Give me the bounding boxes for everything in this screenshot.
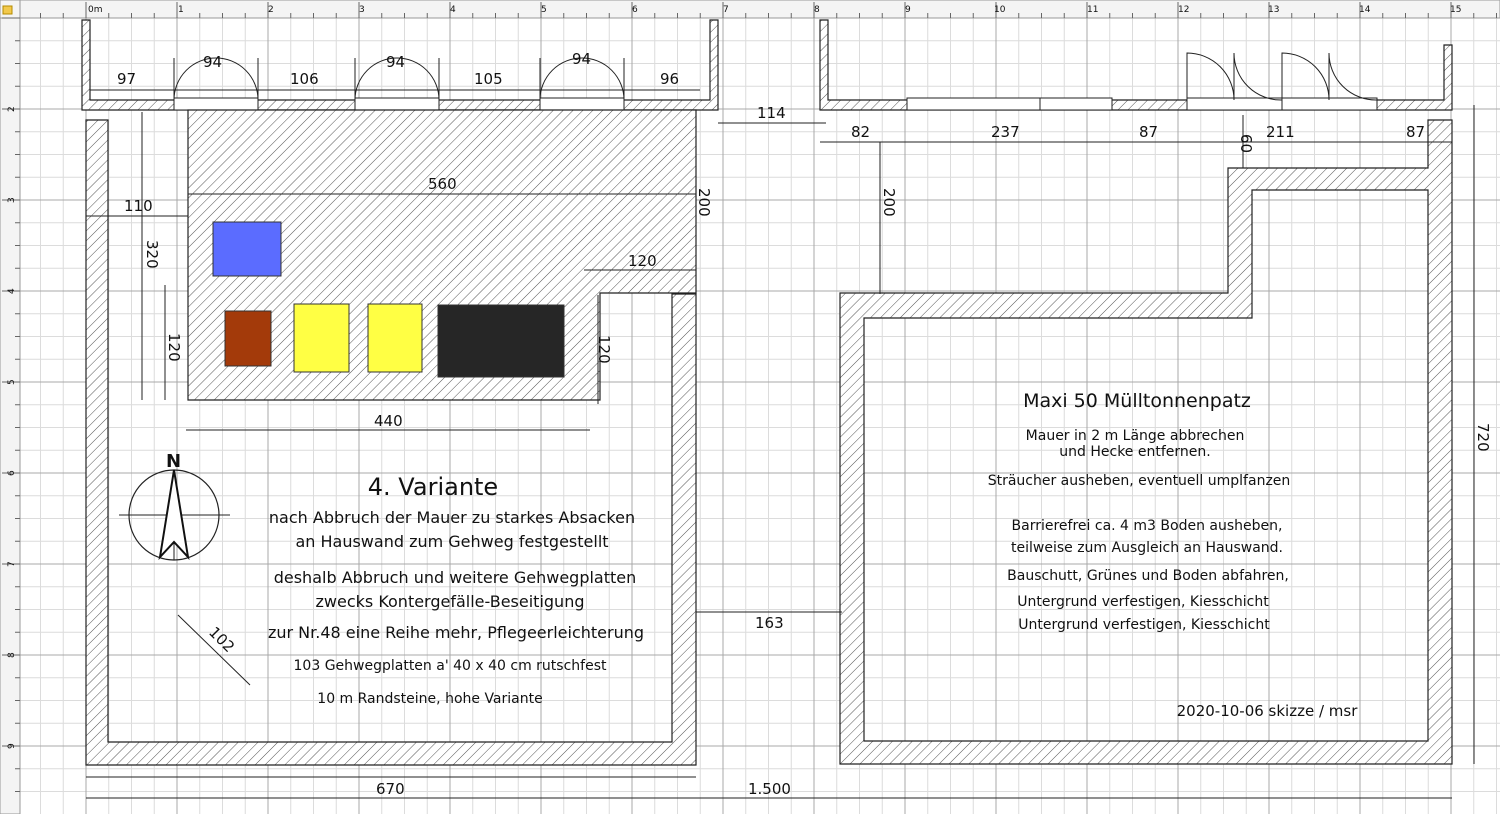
signature-line: 2020-10-06 skizze / msr <box>1176 702 1358 720</box>
ruler-label: 4 <box>7 288 17 294</box>
dim-label: 720 <box>1474 423 1492 452</box>
right-note-line: teilweise zum Ausgleich an Hauswand. <box>1011 540 1283 556</box>
left-note-line: zur Nr.48 eine Reihe mehr, Pflegeerleichterung <box>267 623 645 642</box>
dim-label: 110 <box>124 197 153 215</box>
right-note-line: und Hecke entfernen. <box>1059 444 1211 460</box>
bin-yellow-1[interactable] <box>294 304 349 372</box>
ruler-label: 6 <box>632 5 638 15</box>
window-frame[interactable] <box>540 98 624 110</box>
dim-label: 320 <box>143 240 161 269</box>
ruler-label: 2 <box>268 5 274 15</box>
door-swing <box>1282 53 1377 100</box>
ruler-label: 5 <box>541 5 547 15</box>
right-note-line: Untergrund verfestigen, Kiesschicht <box>1018 617 1270 633</box>
right-notes <box>988 390 1359 720</box>
ruler-label: 3 <box>359 5 365 15</box>
ruler-label: 9 <box>7 743 17 749</box>
left-notes <box>268 473 644 707</box>
left-ruler[interactable] <box>0 0 20 814</box>
compass-north-label: N <box>166 451 182 472</box>
window-frame[interactable] <box>174 98 258 110</box>
dim-label: 94 <box>386 53 406 71</box>
ruler-label: 7 <box>7 561 17 567</box>
dim-label: 163 <box>755 614 784 632</box>
dim-label: 120 <box>165 333 183 362</box>
ruler-label: 3 <box>7 197 17 203</box>
ruler-label: 4 <box>450 5 456 15</box>
bin-brown[interactable] <box>225 311 271 366</box>
left-note-line: 103 Gehwegplatten a' 40 x 40 cm rutschfest <box>293 658 607 674</box>
right-note-line: Bauschutt, Grünes und Boden abfahren, <box>1007 568 1289 584</box>
dim-label: 120 <box>628 252 657 270</box>
bin-black[interactable] <box>438 305 564 377</box>
ruler-label: 15 <box>1450 5 1462 15</box>
dim-label: 96 <box>660 70 680 88</box>
ruler-label: 8 <box>814 5 820 15</box>
dim-label: 200 <box>880 188 898 217</box>
folder-icon[interactable] <box>3 6 12 14</box>
right-note-line: Sträucher ausheben, eventuell umplfanzen <box>987 473 1291 489</box>
ruler-label: 1 <box>178 5 184 15</box>
ruler-label: 9 <box>905 5 911 15</box>
bin-yellow-2[interactable] <box>368 304 422 372</box>
dim-label: 106 <box>290 70 319 88</box>
dim-label: 200 <box>695 188 713 217</box>
north-compass <box>119 451 230 560</box>
dim-label: 1.500 <box>748 780 791 798</box>
dim-label: 670 <box>376 780 405 798</box>
right-note-line: Mauer in 2 m Länge abbrechen <box>1025 428 1245 444</box>
ruler-label: 8 <box>7 652 17 658</box>
dim-label: 94 <box>572 50 592 68</box>
dim-label: 82 <box>851 123 871 141</box>
left-note-line: deshalb Abbruch und weitere Gehwegplatten <box>273 568 637 587</box>
dim-label: 94 <box>203 53 223 71</box>
right-note-line: Untergrund verfestigen, Kiesschicht <box>1017 594 1269 610</box>
left-note-line: zwecks Kontergefälle-Beseitigung <box>315 592 585 611</box>
right-house-wall[interactable] <box>820 20 1452 110</box>
bin-blue[interactable] <box>213 222 281 276</box>
left-title: 4. Variante <box>367 473 499 501</box>
ruler-label: 14 <box>1359 5 1371 15</box>
right-note-line: Barrierefrei ca. 4 m3 Boden ausheben, <box>1011 518 1283 534</box>
ruler-label: 0m <box>88 5 103 15</box>
window-frame[interactable] <box>907 98 1112 110</box>
dim-label: 120 <box>595 335 613 364</box>
dim-label: 114 <box>757 104 786 122</box>
left-note-line: 10 m Randsteine, hohe Variante <box>317 691 543 707</box>
ruler-label: 2 <box>7 106 17 112</box>
right-title: Maxi 50 Mülltonnenpatz <box>1023 390 1251 412</box>
left-note-line: nach Abbruch der Mauer zu starkes Absacken <box>268 508 636 527</box>
dim-label: 60 <box>1237 134 1255 154</box>
dim-label: 102 <box>205 623 239 657</box>
window-frame[interactable] <box>355 98 439 110</box>
dim-label: 560 <box>428 175 457 193</box>
ruler-label: 13 <box>1268 5 1280 15</box>
left-note-line: an Hauswand zum Gehweg festgestellt <box>295 532 609 551</box>
dim-label: 211 <box>1266 123 1295 141</box>
dim-label: 87 <box>1139 123 1159 141</box>
dim-label: 87 <box>1406 123 1426 141</box>
dim-label: 440 <box>374 412 403 430</box>
ruler-label: 11 <box>1087 5 1099 15</box>
dim-label: 237 <box>991 123 1020 141</box>
dim-label: 105 <box>474 70 503 88</box>
ruler-label: 10 <box>994 5 1006 15</box>
dim-label: 97 <box>117 70 137 88</box>
ruler-label: 5 <box>7 379 17 385</box>
ruler-label: 7 <box>723 5 729 15</box>
ruler-label: 12 <box>1178 5 1190 15</box>
ruler-label: 6 <box>7 470 17 476</box>
